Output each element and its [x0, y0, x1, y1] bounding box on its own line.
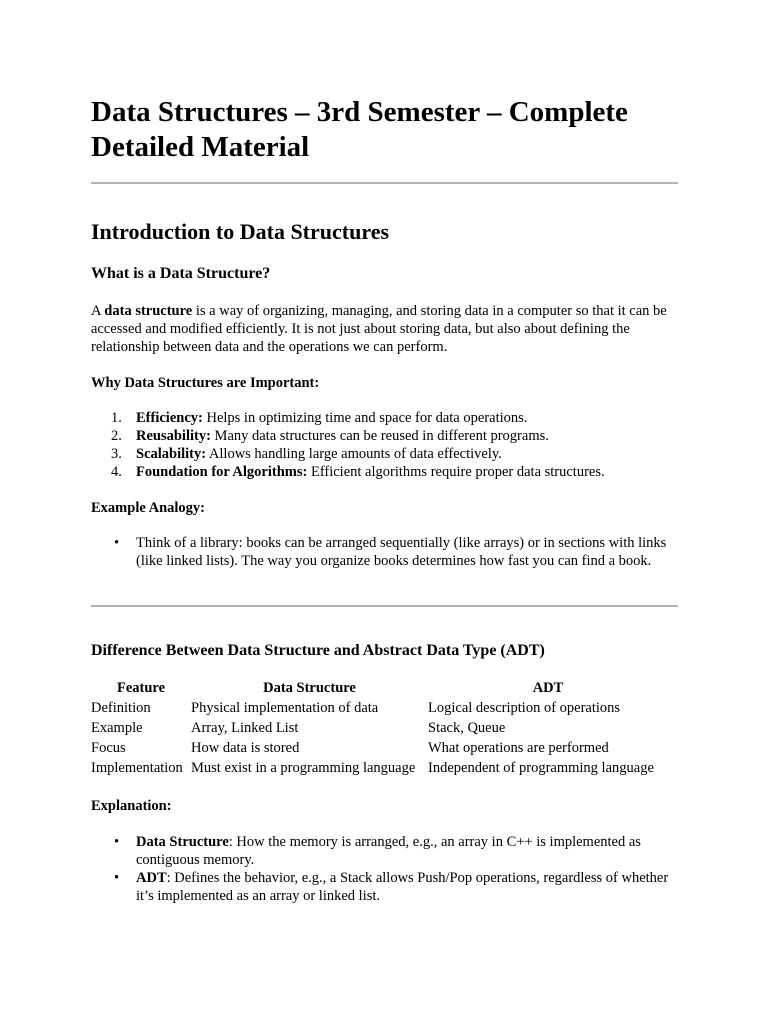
explanation-list [91, 833, 679, 905]
table-cell: Definition [91, 700, 151, 716]
table-cell: What operations are performed [428, 740, 609, 756]
list-item: • Think of a library: books can be arranged sequentially (like arrays) or in sections with links (like linked lists). The way you organize books determines how fast you can find a book. [114, 535, 667, 569]
table-row [91, 719, 668, 739]
table-row [91, 739, 668, 759]
table-row [91, 759, 668, 779]
comparison-table [91, 679, 668, 779]
table-cell: Independent of programming language [428, 760, 654, 776]
analogy-list [91, 534, 679, 570]
list-item: 2. Reusability: Many data structures can be reused in different programs. [111, 428, 549, 444]
why-important-label: Why Data Structures are Important: [91, 375, 320, 391]
definition-paragraph: A data structure is a way of organizing, managing, and storing data in a computer so that it can be accessed and modified efficiently. It is not just about storing data, but also about defining the relationship between data and the operations we can perform. [91, 303, 667, 355]
explanation-label: Explanation: [91, 798, 172, 814]
list-item: 1. Efficiency: Helps in optimizing time and space for data operations. [111, 410, 528, 426]
table-cell: How data is stored [191, 740, 300, 756]
list-item: • Data Structure: How the memory is arranged, e.g., an array in C++ is implemented as contiguous memory. [114, 834, 641, 868]
table-cell: Logical description of operations [428, 700, 621, 716]
table-cell: Array, Linked List [191, 720, 299, 736]
column-header-feature: Feature [116, 680, 166, 696]
table-cell: Implementation [91, 760, 183, 776]
document-title: Data Structures – 3rd Semester – Complete Detailed Material [91, 96, 628, 163]
why-important-list [91, 409, 679, 481]
example-analogy-label: Example Analogy: [91, 500, 205, 516]
table-cell: Must exist in a programming language [191, 760, 416, 776]
definition-term: data structure [104, 303, 193, 319]
table-row [91, 699, 668, 719]
table-cell: Focus [91, 740, 126, 756]
list-item: 4. Foundation for Algorithms: Efficient algorithms require proper data structures. [111, 464, 605, 480]
list-item: 3. Scalability: Allows handling large amounts of data effectively. [111, 446, 502, 462]
table-cell: Stack, Queue [428, 720, 506, 736]
table-cell: Physical implementation of data [191, 700, 379, 716]
table-cell: Example [91, 720, 143, 736]
subheading-what-is-data-structure: What is a Data Structure? [91, 265, 271, 282]
section-heading-introduction: Introduction to Data Structures [91, 219, 390, 244]
horizontal-rule [91, 605, 678, 607]
column-header-adt: ADT [532, 680, 564, 696]
table-header-row [91, 679, 668, 699]
list-item: • ADT: Defines the behavior, e.g., a Stack allows Push/Pop operations, regardless of whether it’s implemented as an array or linked list. [114, 870, 669, 904]
column-header-data-structure: Data Structure [263, 680, 356, 696]
section-heading-difference: Difference Between Data Structure and Abstract Data Type (ADT) [91, 642, 545, 659]
horizontal-rule [91, 182, 678, 184]
